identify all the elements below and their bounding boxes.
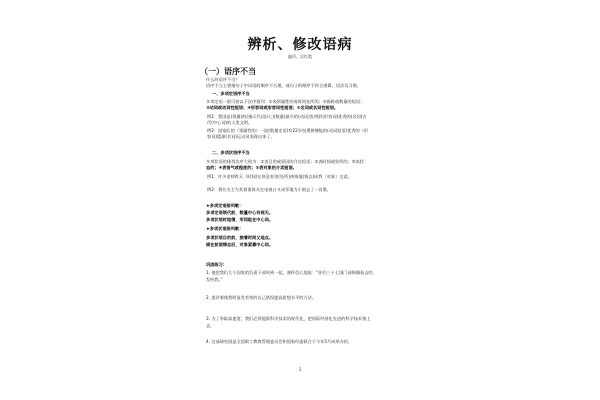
exercise-heading: 巩固练习： [206, 262, 227, 267]
document-title: 辨析、修改语病 [247, 37, 353, 53]
text-line: 态的；④表语气或程度的；⑤表对象的介宾短语。 [206, 165, 297, 170]
example-line: 例1：许多老师昨天（时间)在休息室里(处所)热情地(情态)同我（对象）交谈。 [207, 174, 352, 179]
mnemonic-line: 描在前面情态后，对象紧靠中心词。 [206, 242, 274, 247]
example-line: 例2：将位关主为其着重体关在电视台又成零地为小刻去了一首歌。 [207, 187, 332, 192]
mnemonic-line: 多项状语目的前，接着时间又地点。 [206, 235, 274, 240]
author-line: 编印、吴红霞 [288, 54, 312, 59]
exercise-item-continued: 去。 [206, 323, 215, 328]
page-number: 1 [298, 367, 302, 372]
text-line: 什么叫语序不当？ [206, 77, 240, 82]
exercise-item: 4. 这部研究班是全国职工教育管理委员会和国家经委联合于今年5月成举办的。 [206, 339, 353, 344]
subheading: 二、多项状语序不当 [212, 150, 250, 155]
text-line: 语序不当主要指句子中词语的顺序不合理，或句子的顺序不符合逻辑，语法及习惯。 [206, 83, 361, 88]
mnemonic-line: 多项定语领代前，数量中心有规无。 [206, 210, 274, 215]
section-heading: （一）语序不当 [200, 67, 256, 76]
mnemonic-heading: ★多项定语排列歌： [206, 203, 244, 208]
example-line: 容词)篮球(名词)运动员表现出来了。 [207, 134, 275, 139]
example-line: 代(中心词)的人类文明。 [207, 120, 253, 125]
mnemonic-heading: ★多项状语排列歌： [206, 226, 244, 231]
text-line: 多项定语一般可按以下次序排列：①表领属性的或时间处所的；②指称或数量的短语； [206, 99, 365, 104]
exercise-item: 1. 他把我们几个国家的负责干部叫到一起，满怀信心地说：“你们三十七国门部倒偶看去的、 [206, 270, 377, 275]
mnemonic-line: 多项状语时地情，形词能在中心词。 [206, 217, 274, 222]
text-line: 多项状语的排列次序大致为：①表目的或原因的介宾短语；②表时间或处所的；③表状 [206, 159, 364, 164]
exercise-item: 3. 为了争取高速度，我们必须提拔科学技术的现代化，把国际经济化先进的科学技术推上 [206, 316, 371, 321]
subheading: 一、多项定语序不当 [212, 91, 250, 96]
example-line: 例1：我国是(领属)的(指示代词)(七)(数量)最早的(动词)发明的(形容词)优秀的(名词)古 [207, 114, 367, 119]
example-line: 例2：国家队的（领属性的）一批(数量定语)有22岁奋勇拼搏能的(动词短语)优秀的（形 [207, 128, 369, 133]
text-line: ③动词或动词性短语；④形容词或形容词性短语；⑤名词或名词性短语。 [206, 105, 339, 110]
exercise-item-continued: 发听我。” [206, 277, 223, 282]
exercise-item: 2. 批评着使我明显发有效的自己错误提高思想水平的方法。 [206, 295, 317, 300]
